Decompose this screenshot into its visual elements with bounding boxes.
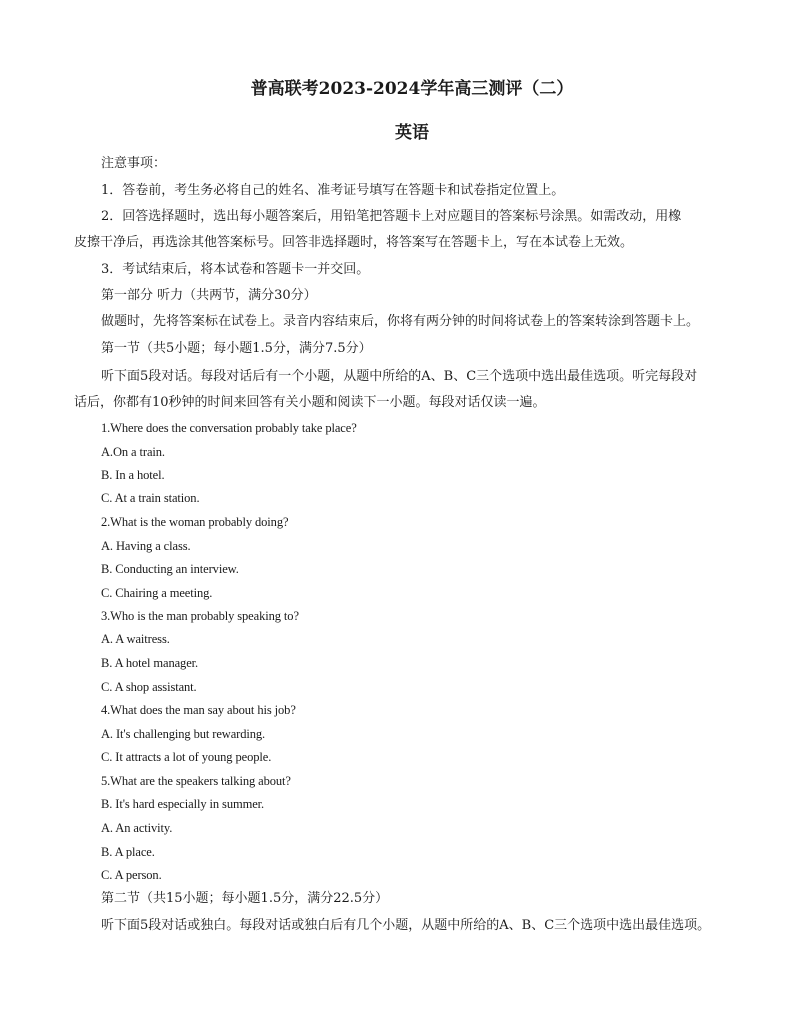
notice-item-2-line-1: 2．回答选择题时，选出每小题答案后，用铅笔把答题卡上对应题目的答案标号涂黑。如需改动，用橡 [101,209,682,224]
section2-heading: 第二节（共15小题；每小题1.5分，满分22.5分） [101,891,389,906]
part1-heading: 第一部分 听力（共两节，满分30分） [101,288,317,303]
q4-option-a: A. It's challenging but rewarding. [101,727,266,741]
exam-title: 普高联考2023-2024学年高三测评（二） [250,79,574,99]
q3-option-a: A. A waitress. [101,632,170,646]
q3-stem: 3.Who is the man probably speaking to? [101,609,299,623]
q5-stem: 5.What are the speakers talking about? [101,774,291,788]
q4-option-c: C. It attracts a lot of young people. [101,750,272,764]
q2-option-a: A. Having a class. [101,539,191,553]
q5-option-c: C. A person. [101,868,162,882]
section2-instruction: 听下面5段对话或独白。每段对话或独白后有几个小题，从题中所给的A、B、C三个选项中选出最佳选项。 [101,918,711,933]
q1-option-c: C. At a train station. [101,491,200,505]
section1-instruction-line-1: 听下面5段对话。每段对话后有一个小题，从题中所给的A、B、C三个选项中选出最佳选项。听完每段对 [101,369,698,384]
part1-instruction: 做题时，先将答案标在试卷上。录音内容结束后，你将有两分钟的时间将试卷上的答案转涂到答题卡上。 [101,314,700,329]
q3-option-b: B. A hotel manager. [101,656,199,670]
subject-title: 英语 [395,123,429,143]
q4-option-b: B. It's hard especially in summer. [101,797,265,811]
q2-stem: 2.What is the woman probably doing? [101,515,289,529]
notice-item-3: 3．考试结束后，将本试卷和答题卡一并交回。 [101,262,370,277]
notice-item-2-line-2: 皮擦干净后，再选涂其他答案标号。回答非选择题时，将答案写在答题卡上，写在本试卷上无效。 [74,235,634,250]
q2-option-b: B. Conducting an interview. [101,562,239,576]
q1-option-a: A.On a train. [101,445,165,459]
q2-option-c: C. Chairing a meeting. [101,586,213,600]
q5-option-a: A. An activity. [101,821,173,835]
q5-option-b: B. A place. [101,845,155,859]
notice-item-1: 1．答卷前，考生务必将自己的姓名、准考证号填写在答题卡和试卷指定位置上。 [101,183,565,198]
q4-stem: 4.What does the man say about his job? [101,703,296,717]
notice-heading: 注意事项： [101,156,167,171]
section1-heading: 第一节（共5小题；每小题1.5分，满分7.5分） [101,341,372,356]
q1-stem: 1.Where does the conversation probably take place? [101,421,357,435]
q1-option-b: B. In a hotel. [101,468,165,482]
section1-instruction-line-2: 话后，你都有10秒钟的时间来回答有关小题和阅读下一小题。每段对话仅读一遍。 [74,395,546,410]
q3-option-c: C. A shop assistant. [101,680,197,694]
